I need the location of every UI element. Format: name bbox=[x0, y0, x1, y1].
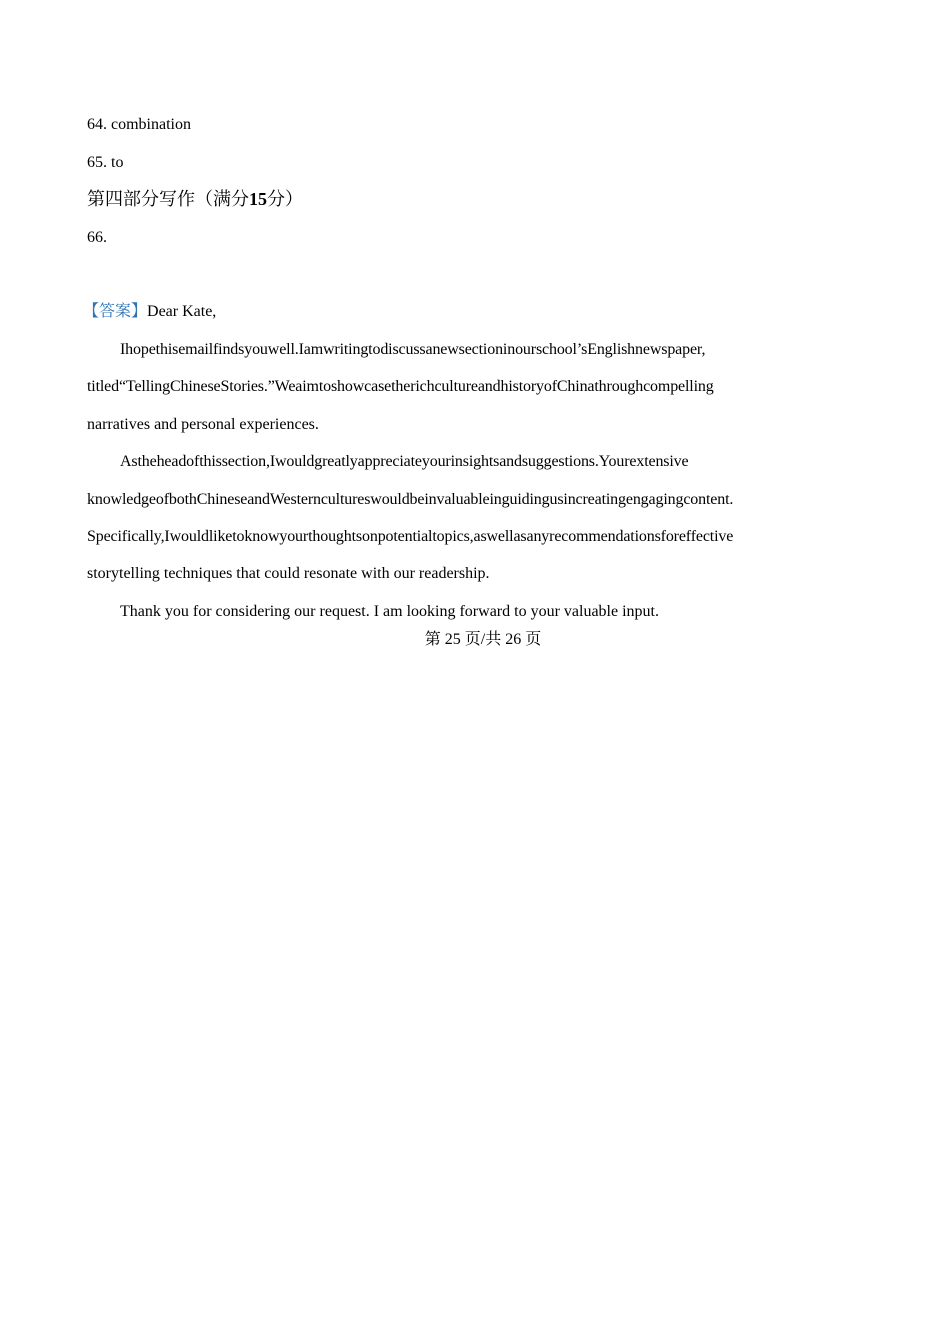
letter-line: Specifically,Iwouldliketoknowyourthoughtsonpotentialtopics,aswellasanyrecommendationsforeffective bbox=[87, 528, 734, 545]
letter-line: narratives and personal experiences. bbox=[87, 416, 319, 433]
letter-line: knowledgeofbothChineseandWesterncultureswouldbeinvaluableinguidingusincreatingengagingcontent. bbox=[87, 491, 734, 508]
answer-65: 65. to bbox=[87, 154, 124, 171]
letter-line: titled“TellingChineseStories.”WeaimtoshowcasetherichcultureandhistoryofChinathroughcompelling bbox=[87, 378, 714, 395]
section-heading bbox=[87, 187, 303, 211]
letter-line: Thank you for considering our request. I am looking forward to your valuable input. bbox=[120, 603, 659, 620]
letter-line: Astheheadofthissection,Iwouldgreatlyappreciateyourinsightsandsuggestions.Yourextensive bbox=[120, 453, 689, 470]
section-score: 15 bbox=[249, 189, 267, 209]
section-heading-prefix: 第四部分写作（满分 bbox=[87, 189, 249, 209]
answer-tag: 【答案】 bbox=[83, 303, 148, 320]
answer-64: 64. combination bbox=[87, 116, 191, 133]
section-heading-suffix: 分） bbox=[267, 189, 303, 209]
letter-line: Ihopethisemailfindsyouwell.Iamwritingtodiscussanewsectioninourschool’sEnglishnewspaper, bbox=[120, 341, 706, 358]
letter-line: storytelling techniques that could resonate with our readership. bbox=[87, 565, 490, 582]
letter-salutation: Dear Kate, bbox=[147, 303, 217, 320]
page-footer: 第 25 页/共 26 页 bbox=[424, 631, 542, 648]
question-66-number: 66. bbox=[87, 229, 107, 246]
answer-header bbox=[83, 302, 216, 322]
